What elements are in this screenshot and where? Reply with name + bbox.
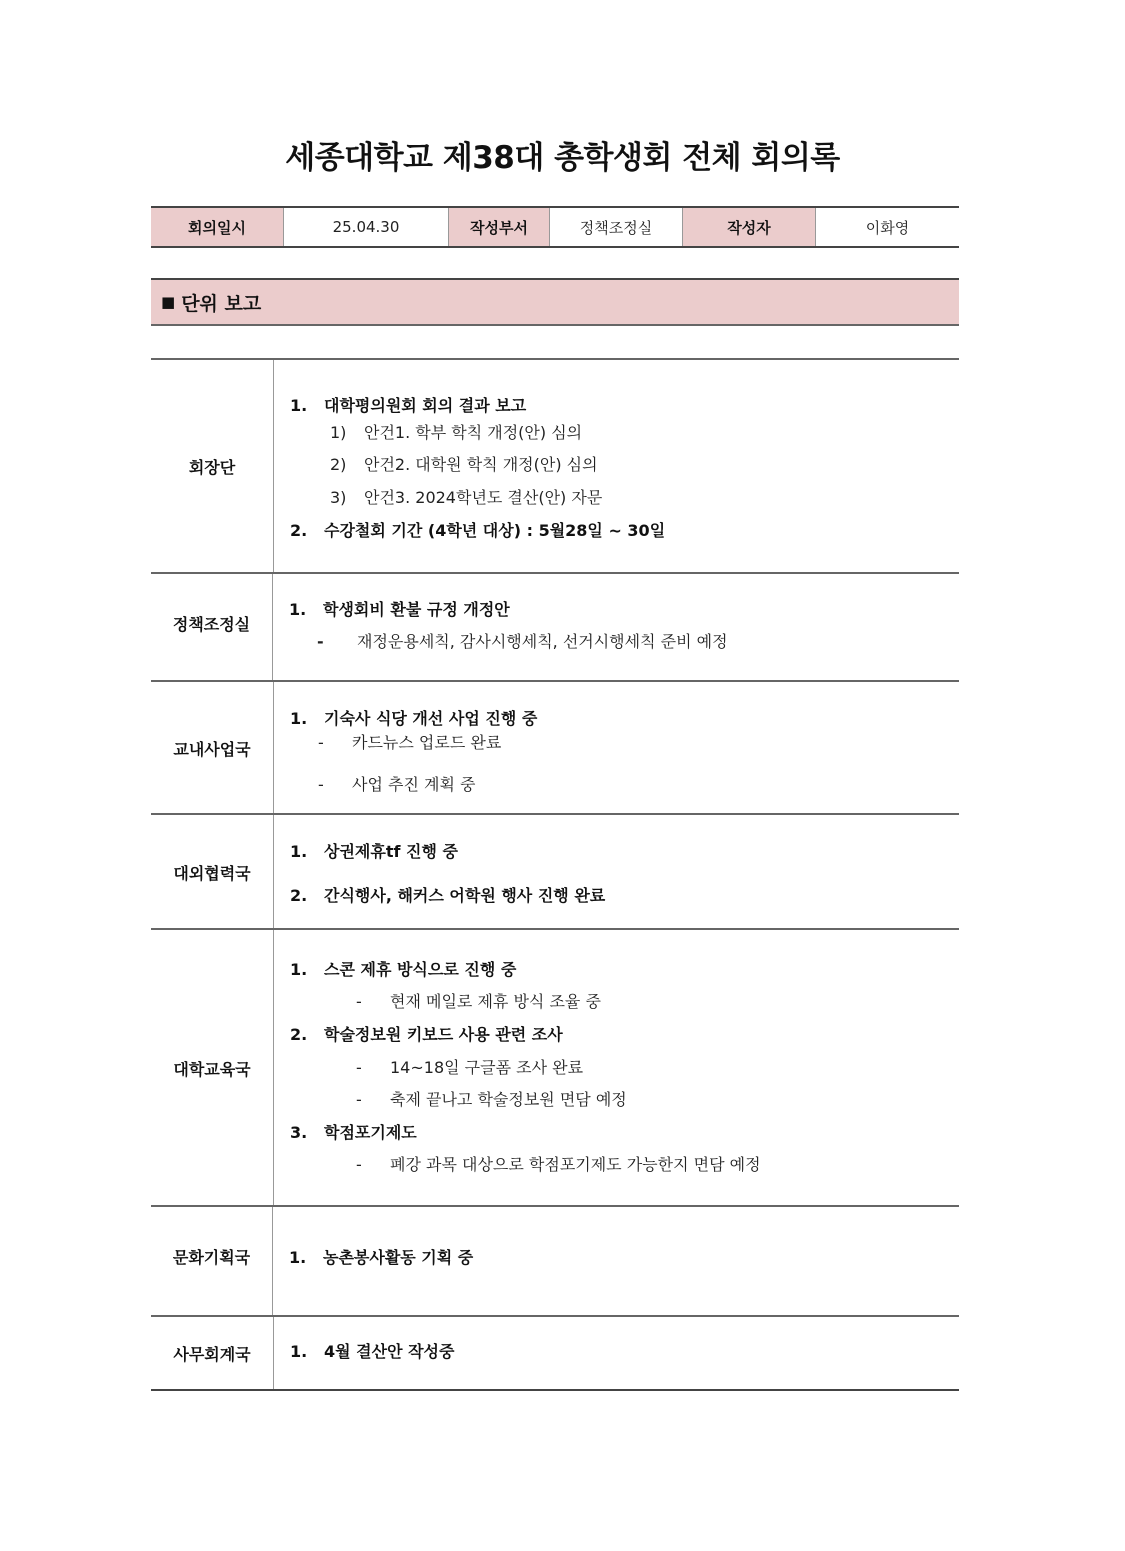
dept-label: 대학교육국 [151, 930, 274, 1206]
report-content [274, 682, 959, 814]
report-item: 3. 학점포기제도 [290, 1123, 417, 1142]
report-item: 1. 상권제휴tf 진행 중 [290, 842, 458, 861]
report-subitem: - 사업 추진 계획 중 [318, 775, 476, 794]
report-item: 1. 농촌봉사활동 기획 중 [289, 1248, 474, 1267]
author-value: 이화영 [816, 207, 960, 247]
report-item: 2. 수강철회 기간 (4학년 대상) : 5월28일 ~ 30일 [290, 521, 666, 540]
report-item: 2. 학술정보원 키보드 사용 관련 조사 [290, 1025, 563, 1044]
report-content [274, 930, 959, 1206]
square-bullet-icon: ■ [161, 293, 176, 311]
report-content [273, 574, 959, 681]
report-item: 2. 간식행사, 해커스 어학원 행사 진행 완료 [290, 886, 606, 905]
report-subitem: 3) 안건3. 2024학년도 결산(안) 자문 [330, 488, 603, 507]
dept-label: 대외협력국 [151, 815, 274, 929]
meeting-info-table [151, 206, 959, 248]
report-row-policy [151, 572, 959, 681]
report-subitem: - 축제 끝나고 학술정보원 면담 예정 [356, 1090, 627, 1109]
report-content [273, 1207, 959, 1316]
report-item: 1. 대학평의원회 회의 결과 보고 [290, 396, 527, 415]
section-header-unit-report [151, 278, 959, 326]
report-row-education [151, 928, 959, 1206]
author-label: 작성자 [683, 207, 816, 247]
meeting-date-value: 25.04.30 [284, 207, 449, 247]
dept-label: 사무회계국 [151, 1317, 274, 1390]
report-content [274, 815, 959, 929]
report-subitem: - 현재 메일로 제휴 방식 조율 중 [356, 992, 601, 1011]
table-bottom-rule [151, 1389, 959, 1391]
report-content [274, 1317, 959, 1390]
author-dept-value: 정책조정실 [550, 207, 683, 247]
dept-label: 교내사업국 [151, 682, 274, 814]
report-item: 1. 스콘 제휴 방식으로 진행 중 [290, 960, 517, 979]
report-subitem: 2) 안건2. 대학원 학칙 개정(안) 심의 [330, 455, 598, 474]
author-dept-label: 작성부서 [449, 207, 550, 247]
report-item: 1. 4월 결산안 작성중 [290, 1342, 455, 1361]
report-item: 1. 학생회비 환불 규정 개정안 [289, 600, 510, 619]
dept-label: 회장단 [151, 360, 274, 573]
report-subitem: 1) 안건1. 학부 학칙 개정(안) 심의 [330, 423, 583, 442]
dept-label: 문화기획국 [151, 1207, 273, 1316]
meeting-date-label: 회의일시 [151, 207, 284, 247]
document-title: 세종대학교 제38대 총학생회 전체 회의록 [285, 140, 840, 176]
report-subitem: - 14~18일 구글폼 조사 완료 [356, 1058, 584, 1077]
dept-label: 정책조정실 [151, 574, 273, 681]
report-row-accounting [151, 1315, 959, 1390]
report-subitem: - 폐강 과목 대상으로 학점포기제도 가능한지 면담 예정 [356, 1155, 761, 1174]
section-title: 단위 보고 [181, 292, 262, 315]
report-content [274, 360, 959, 573]
report-row-culture [151, 1205, 959, 1316]
report-row-presidency [151, 358, 959, 573]
report-row-external-affairs [151, 813, 959, 929]
report-row-campus-business [151, 680, 959, 814]
report-item: 1. 기숙사 식당 개선 사업 진행 중 [290, 709, 538, 728]
report-subitem: - 재정운용세칙, 감사시행세칙, 선거시행세칙 준비 예정 [317, 632, 728, 651]
report-subitem: - 카드뉴스 업로드 완료 [318, 733, 502, 752]
